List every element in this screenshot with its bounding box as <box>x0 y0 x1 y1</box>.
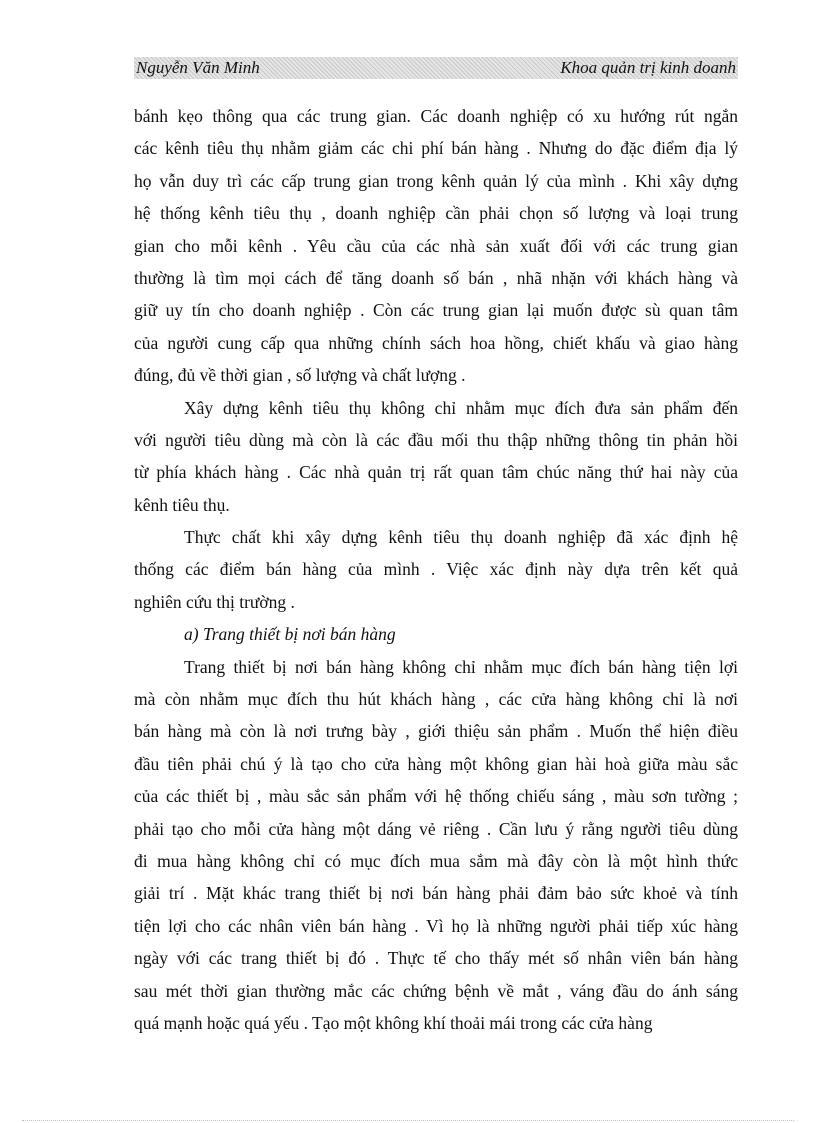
text-line: đầu tiên phải chú ý là tạo cho cửa hàng một không gian hài hoà giữa màu sắc <box>134 753 738 774</box>
text-line: Xây dựng kênh tiêu thụ không chỉ nhằm mục đích đưa sản phẩm đến <box>184 397 738 418</box>
text-line: các kênh tiêu thụ nhằm giảm các chi phí bán hàng . Nhưng do đặc điểm địa lý <box>134 138 738 159</box>
text-line: thường là tìm mọi cách để tăng doanh số bán , nhã nhặn với khách hàng và <box>134 267 738 288</box>
text-line: hệ thống kênh tiêu thụ , doanh nghiệp cần phải chọn số lượng và loại trung <box>134 203 738 224</box>
text-line: nghiên cứu thị trường . <box>134 591 295 612</box>
text-line: thống các điểm bán hàng của mình . Việc xác định này dựa trên kết quả <box>134 559 738 580</box>
text-line: giữ uy tín cho doanh nghiệp . Còn các trung gian lại muốn được sù quan tâm <box>134 300 738 321</box>
header-author: Nguyễn Văn Minh <box>136 58 260 77</box>
text-line: sau mét thời gian thường mắc các chứng bệnh về mắt , váng đầu do ánh sáng <box>134 980 738 1001</box>
text-line: tiện lợi cho các nhân viên bán hàng . Vì họ là những người phải tiếp xúc hàng <box>134 915 738 936</box>
text-line: đi mua hàng không chỉ có mục đích mua sắm mà đây còn là một hình thức <box>134 850 738 871</box>
section-heading: a) Trang thiết bị nơi bán hàng <box>184 624 396 645</box>
text-line: Trang thiết bị nơi bán hàng không chỉ nhằm mục đích bán hàng tiện lợi <box>184 656 738 677</box>
text-line: bán hàng mà còn là nơi trưng bày , giới thiệu sản phẩm . Muốn thể hiện điều <box>134 721 738 742</box>
text-line: phải tạo cho mỗi cửa hàng một dáng vẻ riêng . Cần lưu ý rằng người tiêu dùng <box>134 818 738 839</box>
text-line: quá mạnh hoặc quá yếu . Tạo một không khí thoải mái trong các cửa hàng <box>134 1012 653 1033</box>
text-line: mà còn nhằm mục đích thu hút khách hàng , các cửa hàng không chỉ là nơi <box>134 689 738 710</box>
text-line: bánh kẹo thông qua các trung gian. Các doanh nghiệp có xu hướng rút ngắn <box>134 106 738 126</box>
page-bottom-rule <box>22 1120 794 1121</box>
text-line: họ vẫn duy trì các cấp trung gian trong kênh quản lý của mình . Khi xây dựng <box>134 170 738 191</box>
text-line: đúng, đủ về thời gian , số lượng và chất lượng . <box>134 365 466 386</box>
text-line: giải trí . Mặt khác trang thiết bị nơi bán hàng phải đảm bảo sức khoẻ và tính <box>134 883 738 904</box>
page-header <box>134 57 738 79</box>
text-line: gian cho mỗi kênh . Yêu cầu của các nhà sản xuất đối với các trung gian <box>134 235 738 256</box>
text-line: với người tiêu dùng mà còn là các đầu mối thu thập những thông tin phản hồi <box>134 429 738 450</box>
text-line: kênh tiêu thụ. <box>134 494 230 515</box>
header-department: Khoa quản trị kinh doanh <box>560 58 736 77</box>
text-line: của người cung cấp qua những chính sách hoa hồng, chiết khấu và giao hàng <box>134 332 738 353</box>
text-line: ngày với các trang thiết bị đó . Thực tế cho thấy mét số nhân viên bán hàng <box>134 948 738 969</box>
body-text <box>134 100 738 1039</box>
text-line: Thực chất khi xây dựng kênh tiêu thụ doanh nghiệp đã xác định hệ <box>184 527 738 548</box>
text-line: từ phía khách hàng . Các nhà quản trị rất quan tâm chúc năng thứ hai này của <box>134 462 738 483</box>
text-line: của các thiết bị , màu sắc sản phẩm với hệ thống chiếu sáng , màu sơn tường ; <box>134 786 738 807</box>
